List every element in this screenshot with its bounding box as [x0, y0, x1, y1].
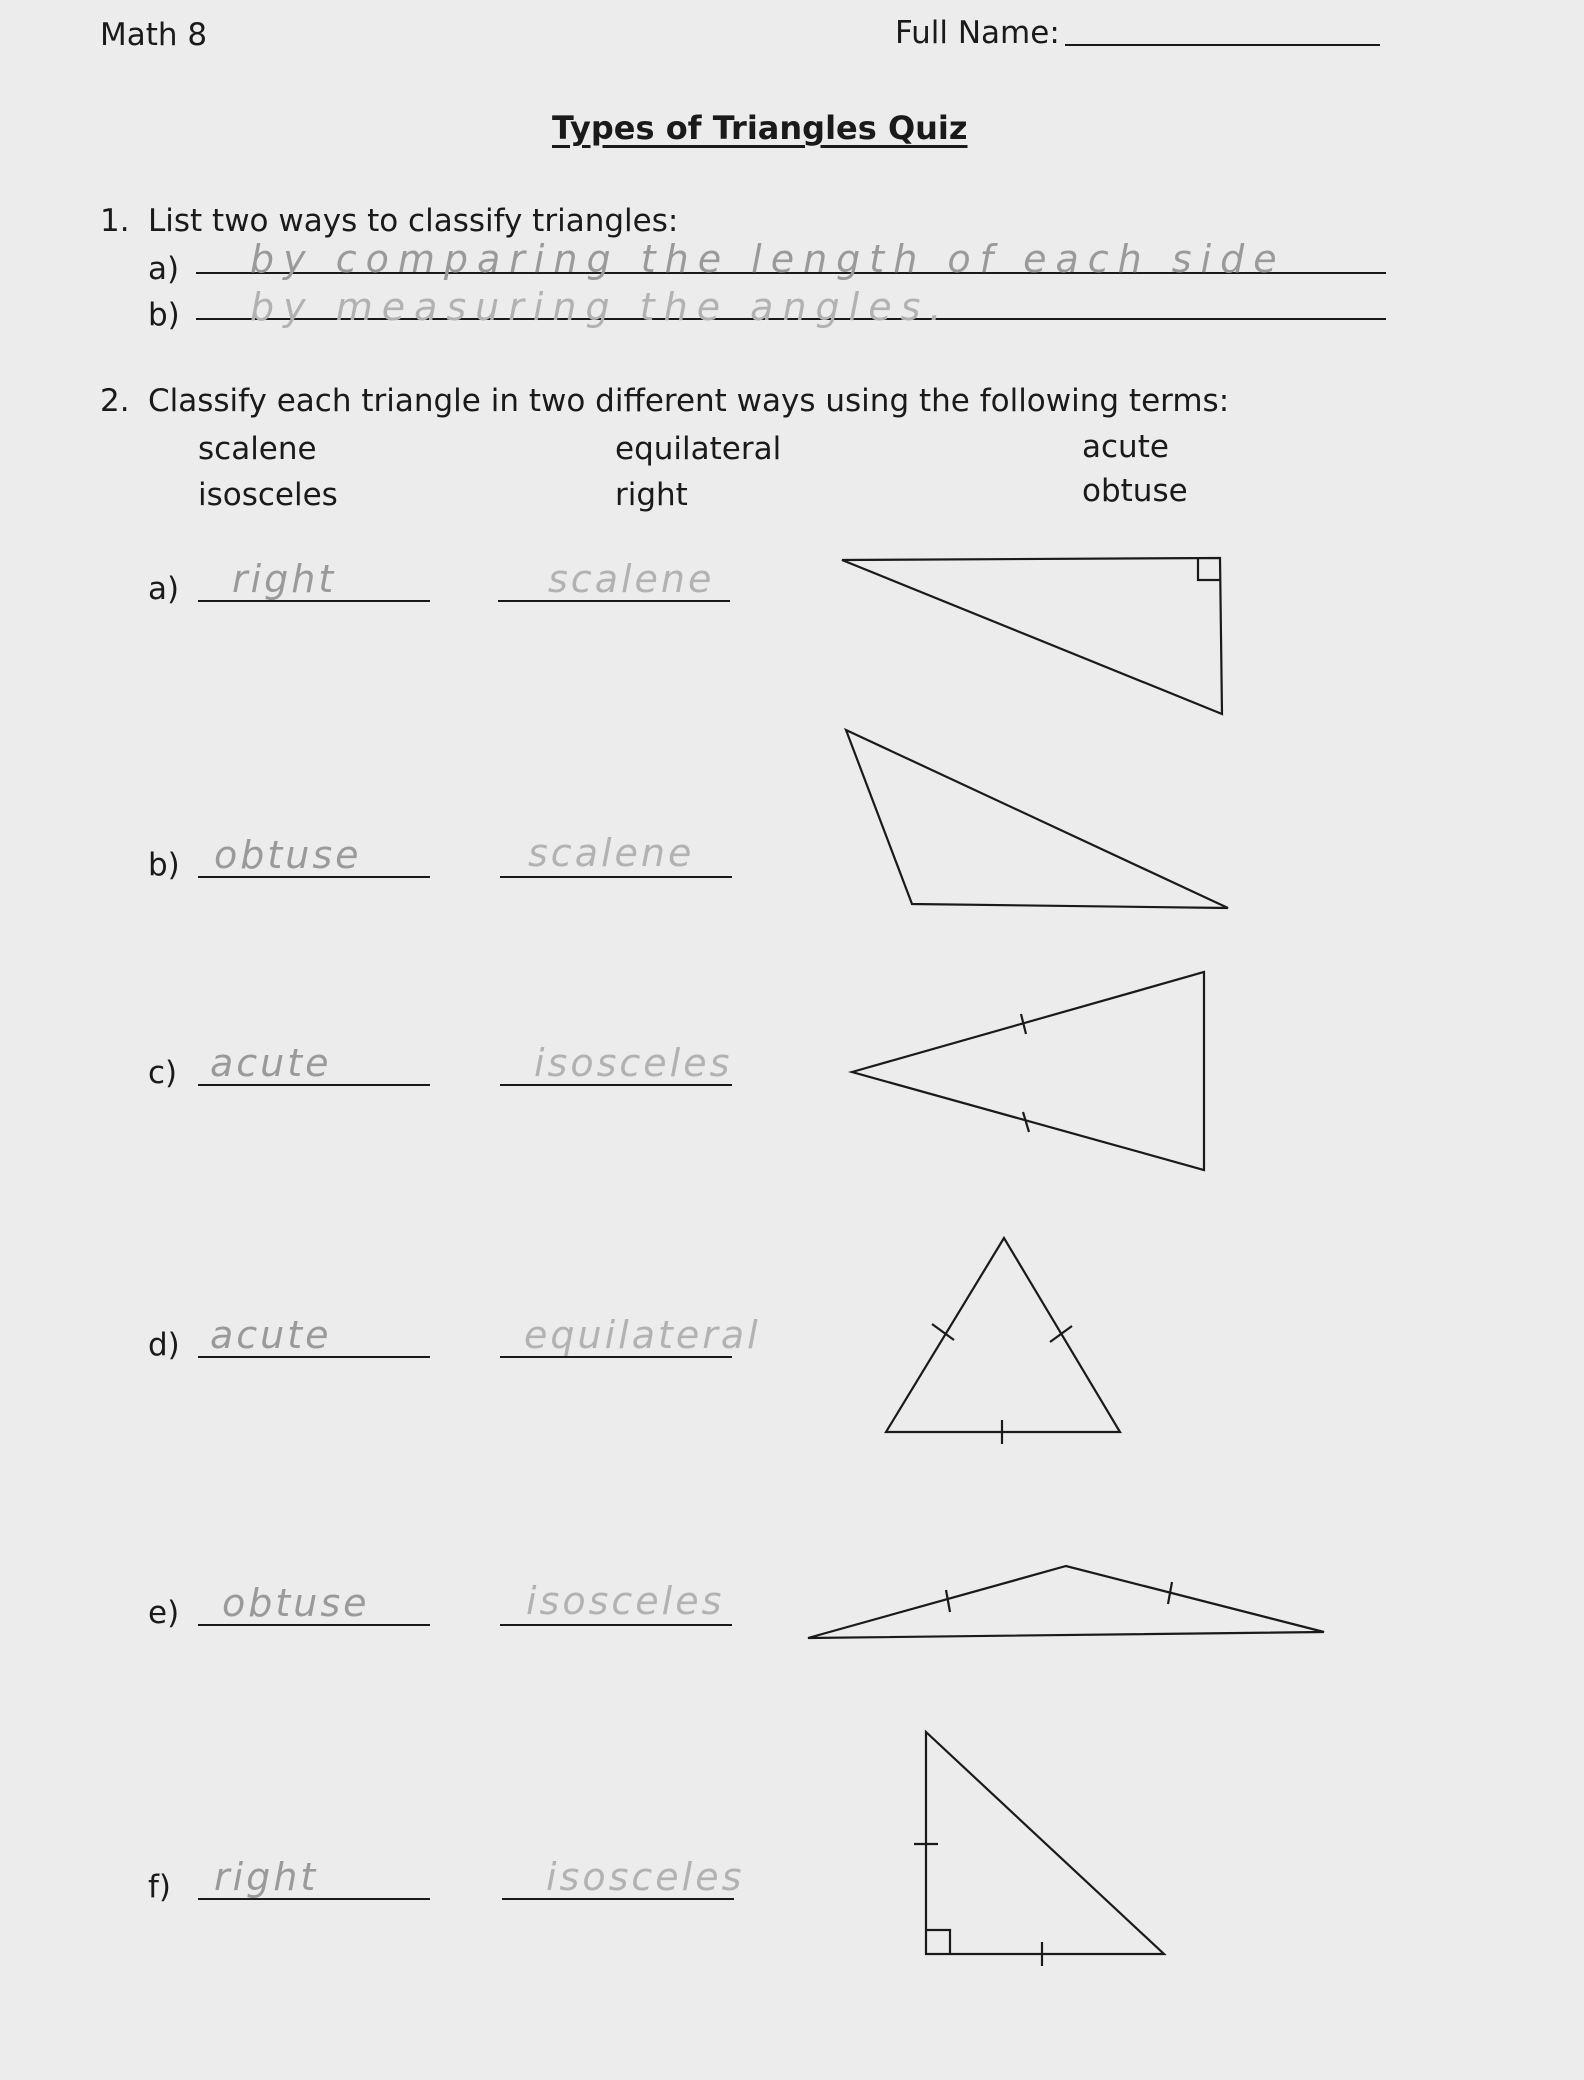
q1-number: 1. [100, 203, 130, 239]
equilateral-triangle [886, 1238, 1120, 1444]
term-acute: acute [1082, 429, 1169, 465]
right-scalene-triangle [842, 558, 1222, 714]
term-right: right [615, 477, 688, 513]
q2b-letter: b) [148, 847, 180, 883]
q1-prompt: List two ways to classify triangles: [148, 203, 679, 239]
q2a-answer1: right [232, 557, 337, 601]
q2-number: 2. [100, 383, 130, 419]
right-isosceles-triangle [914, 1732, 1164, 1966]
term-equilateral: equilateral [615, 431, 782, 467]
q2c-letter: c) [148, 1055, 178, 1091]
term-scalene: scalene [198, 431, 317, 467]
q2e-answer2: isosceles [526, 1579, 725, 1623]
q2a-letter: a) [148, 571, 180, 607]
q2c-answer2: isosceles [534, 1041, 733, 1085]
course-label: Math 8 [100, 17, 208, 53]
quiz-title: Types of Triangles Quiz [552, 109, 968, 147]
term-obtuse: obtuse [1082, 473, 1188, 509]
q2c-answer1: acute [210, 1041, 332, 1085]
q2a-answer2: scalene [548, 557, 715, 601]
full-name-label: Full Name: [895, 15, 1060, 51]
q2b-answer2: scalene [528, 831, 695, 875]
q2d-answer2: equilateral [524, 1313, 761, 1357]
term-isosceles: isosceles [198, 477, 338, 513]
q2-prompt: Classify each triangle in two different ways using the following terms: [148, 383, 1230, 419]
q2e-letter: e) [148, 1595, 180, 1631]
q1-answer-a: by comparing the length of each side [250, 237, 1286, 281]
obtuse-scalene-triangle [846, 730, 1228, 908]
q1-letter-b: b) [148, 297, 180, 333]
obtuse-isosceles-triangle [808, 1566, 1324, 1638]
q2f-answer1: right [214, 1855, 319, 1899]
q2e-answer1: obtuse [222, 1581, 370, 1625]
q2d-letter: d) [148, 1327, 180, 1363]
q2f-answer2: isosceles [546, 1855, 745, 1899]
q2b-answer1: obtuse [214, 833, 362, 877]
acute-isosceles-triangle [852, 972, 1204, 1170]
q2f-letter: f) [148, 1869, 172, 1905]
q1-letter-a: a) [148, 251, 180, 287]
q2d-answer1: acute [210, 1313, 332, 1357]
q1-answer-b: by measuring the angles. [250, 285, 951, 329]
